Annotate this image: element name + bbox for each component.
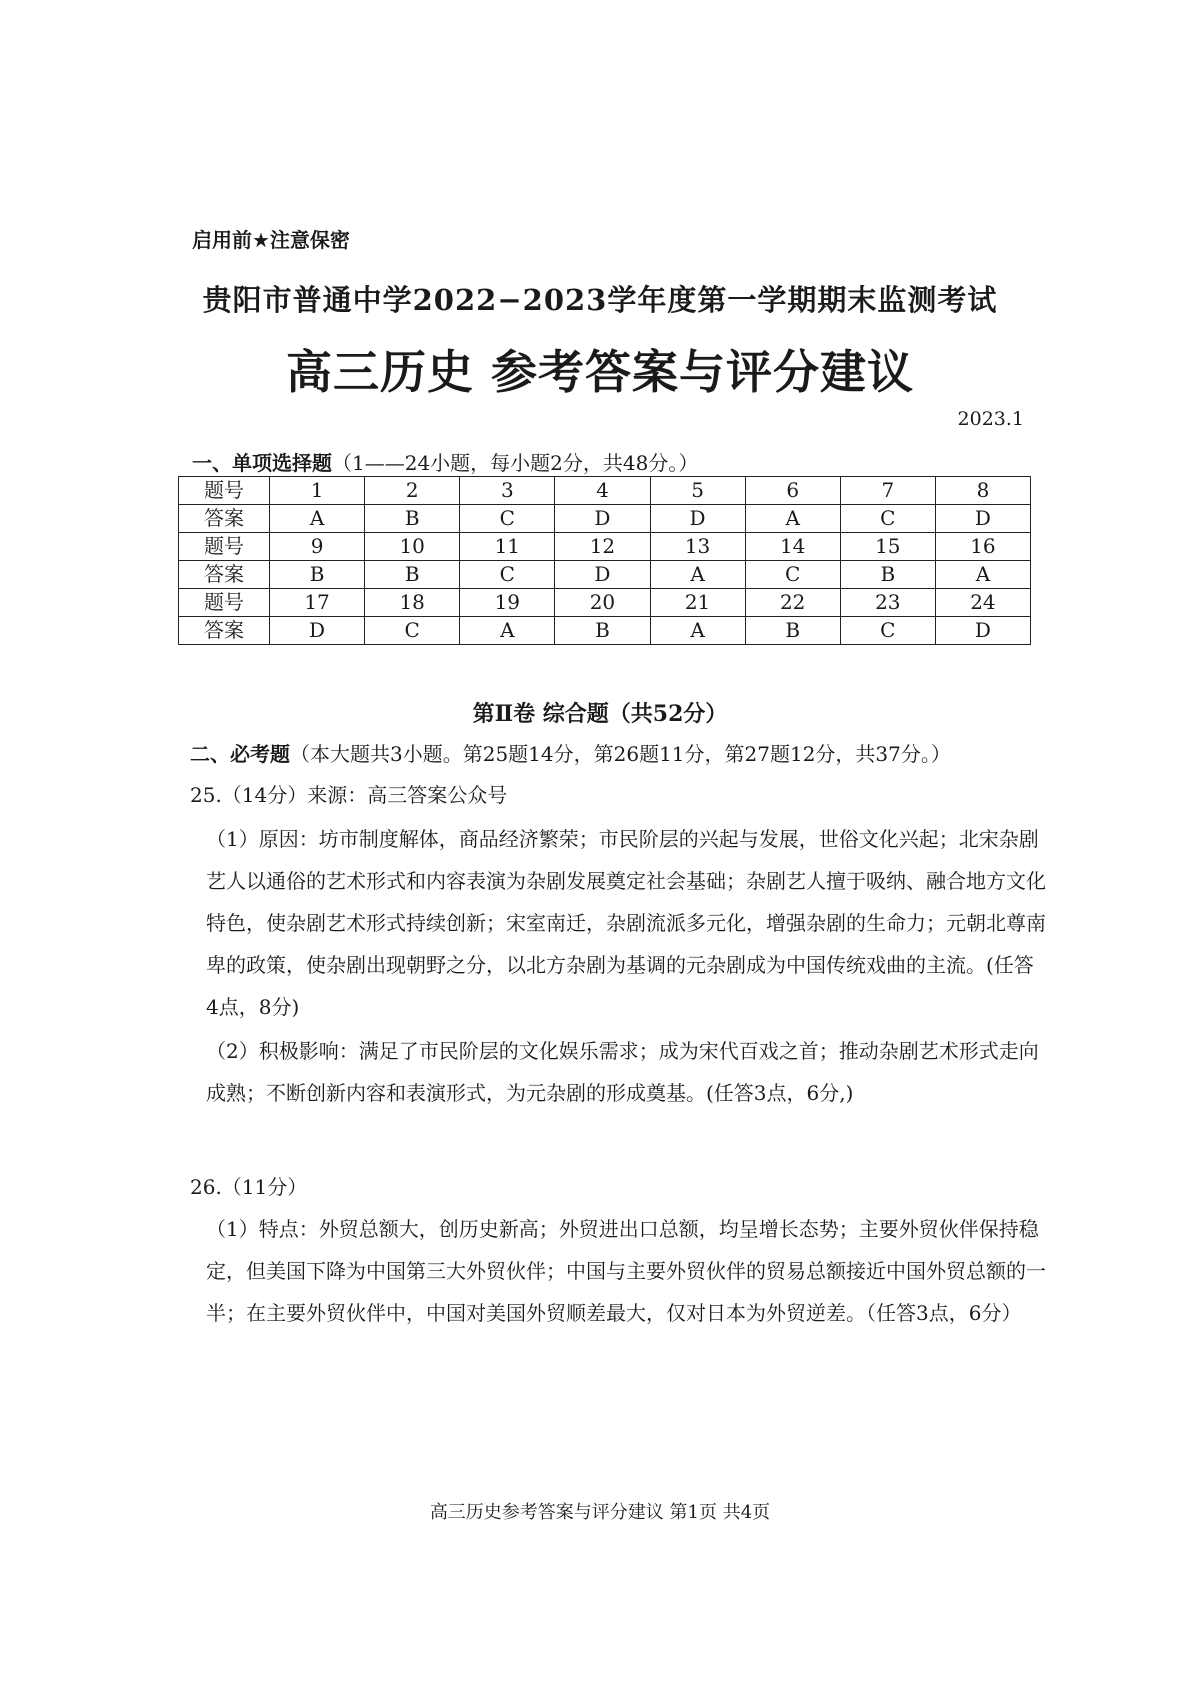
- table-row: [179, 477, 1031, 505]
- answer-cell: D: [935, 505, 1030, 533]
- q26-answer-1: （1）特点：外贸总额大，创历史新高；外贸进出口总额，均呈增长态势；主要外贸伙伴保持稳定，但美国下降为中国第三大外贸伙伴；中国与主要外贸伙伴的贸易总额接近中国外贸总额的一半；在主要外贸伙伴中，中国对美国外贸顺差最大，仅对日本为外贸逆差。（任答3点，6分）: [206, 1217, 1046, 1325]
- section2-header: [190, 733, 1030, 775]
- answer-cell: D: [270, 617, 365, 645]
- table-row: [179, 533, 1031, 561]
- answer-table: [178, 476, 1031, 645]
- question-number-cell: 13: [650, 533, 745, 561]
- question-number-cell: 5: [650, 477, 745, 505]
- part2-title: 第Ⅱ卷 综合题（共52分）: [472, 701, 728, 727]
- question-number-cell: 20: [555, 589, 650, 617]
- answer-cell: C: [840, 617, 935, 645]
- table-row: [179, 505, 1031, 533]
- main-title: 高三历史 参考答案与评分建议: [285, 345, 914, 399]
- answer-cell: C: [460, 561, 555, 589]
- answer-cell: A: [935, 561, 1030, 589]
- row-label: 答案: [179, 617, 270, 645]
- question-number-cell: 11: [460, 533, 555, 561]
- answer-cell: B: [555, 617, 650, 645]
- row-label: 题号: [179, 533, 270, 561]
- q25-header: 25.（14分）来源：高三答案公众号: [190, 783, 508, 807]
- answer-cell: D: [650, 505, 745, 533]
- answer-cell: B: [840, 561, 935, 589]
- answer-cell: B: [270, 561, 365, 589]
- answer-cell: B: [365, 505, 460, 533]
- question-number-cell: 22: [745, 589, 840, 617]
- exam-title: 贵阳市普通中学2022−2023学年度第一学期期末监测考试: [202, 283, 998, 317]
- answer-cell: A: [460, 617, 555, 645]
- question-number-cell: 16: [935, 533, 1030, 561]
- answer-cell: C: [745, 561, 840, 589]
- answer-cell: C: [840, 505, 935, 533]
- table-row: [179, 561, 1031, 589]
- row-label: 题号: [179, 477, 270, 505]
- answer-cell: A: [745, 505, 840, 533]
- row-label: 答案: [179, 505, 270, 533]
- question-number-cell: 6: [745, 477, 840, 505]
- answer-cell: D: [555, 561, 650, 589]
- answer-cell: A: [270, 505, 365, 533]
- section2-label: 二、必考题: [190, 742, 290, 766]
- row-label: 题号: [179, 589, 270, 617]
- question-number-cell: 17: [270, 589, 365, 617]
- question-number-cell: 12: [555, 533, 650, 561]
- date: 2023.1: [957, 408, 1024, 430]
- section2-note: （本大题共3小题。第25题14分，第26题11分，第27题12分，共37分。）: [290, 742, 951, 766]
- question-number-cell: 15: [840, 533, 935, 561]
- page-footer: 高三历史参考答案与评分建议 第1页 共4页: [429, 1502, 771, 1523]
- confidential-notice: 启用前★注意保密: [192, 228, 350, 252]
- question-number-cell: 19: [460, 589, 555, 617]
- question-number-cell: 23: [840, 589, 935, 617]
- question-number-cell: 14: [745, 533, 840, 561]
- question-number-cell: 10: [365, 533, 460, 561]
- answer-cell: C: [365, 617, 460, 645]
- section1-label: 一、单项选择题: [192, 451, 332, 475]
- question-number-cell: 8: [935, 477, 1030, 505]
- answer-cell: C: [460, 505, 555, 533]
- section1-note: （1——24小题，每小题2分，共48分。）: [332, 451, 699, 475]
- q26-header: 26.（11分）: [190, 1175, 308, 1199]
- question-number-cell: 24: [935, 589, 1030, 617]
- answer-cell: D: [555, 505, 650, 533]
- answer-cell: A: [650, 561, 745, 589]
- table-row: [179, 617, 1031, 645]
- answer-cell: B: [365, 561, 460, 589]
- row-label: 答案: [179, 561, 270, 589]
- question-number-cell: 4: [555, 477, 650, 505]
- section1-header: [192, 447, 698, 476]
- table-row: [179, 589, 1031, 617]
- question-number-cell: 9: [270, 533, 365, 561]
- question-number-cell: 3: [460, 477, 555, 505]
- q25-answer-2: （2）积极影响：满足了市民阶层的文化娱乐需求；成为宋代百戏之首；推动杂剧艺术形式走向成熟；不断创新内容和表演形式，为元杂剧的形成奠基。(任答3点，6分,): [206, 1039, 1039, 1105]
- question-number-cell: 21: [650, 589, 745, 617]
- question-number-cell: 1: [270, 477, 365, 505]
- answer-cell: A: [650, 617, 745, 645]
- answer-cell: B: [745, 617, 840, 645]
- q25-answer-1: （1）原因：坊市制度解体，商品经济繁荣；市民阶层的兴起与发展，世俗文化兴起；北宋杂剧艺人以通俗的艺术形式和内容表演为杂剧发展奠定社会基础；杂剧艺人擅于吸纳、融合地方文化特色，使杂剧艺术形式持续创新；宋室南迁，杂剧流派多元化，增强杂剧的生命力；元朝北尊南卑的政策，使杂剧出现朝野之分，以北方杂剧为基调的元杂剧成为中国传统戏曲的主流。(任答4点，8分): [206, 827, 1046, 1019]
- question-number-cell: 7: [840, 477, 935, 505]
- question-number-cell: 2: [365, 477, 460, 505]
- question-number-cell: 18: [365, 589, 460, 617]
- answer-cell: D: [935, 617, 1030, 645]
